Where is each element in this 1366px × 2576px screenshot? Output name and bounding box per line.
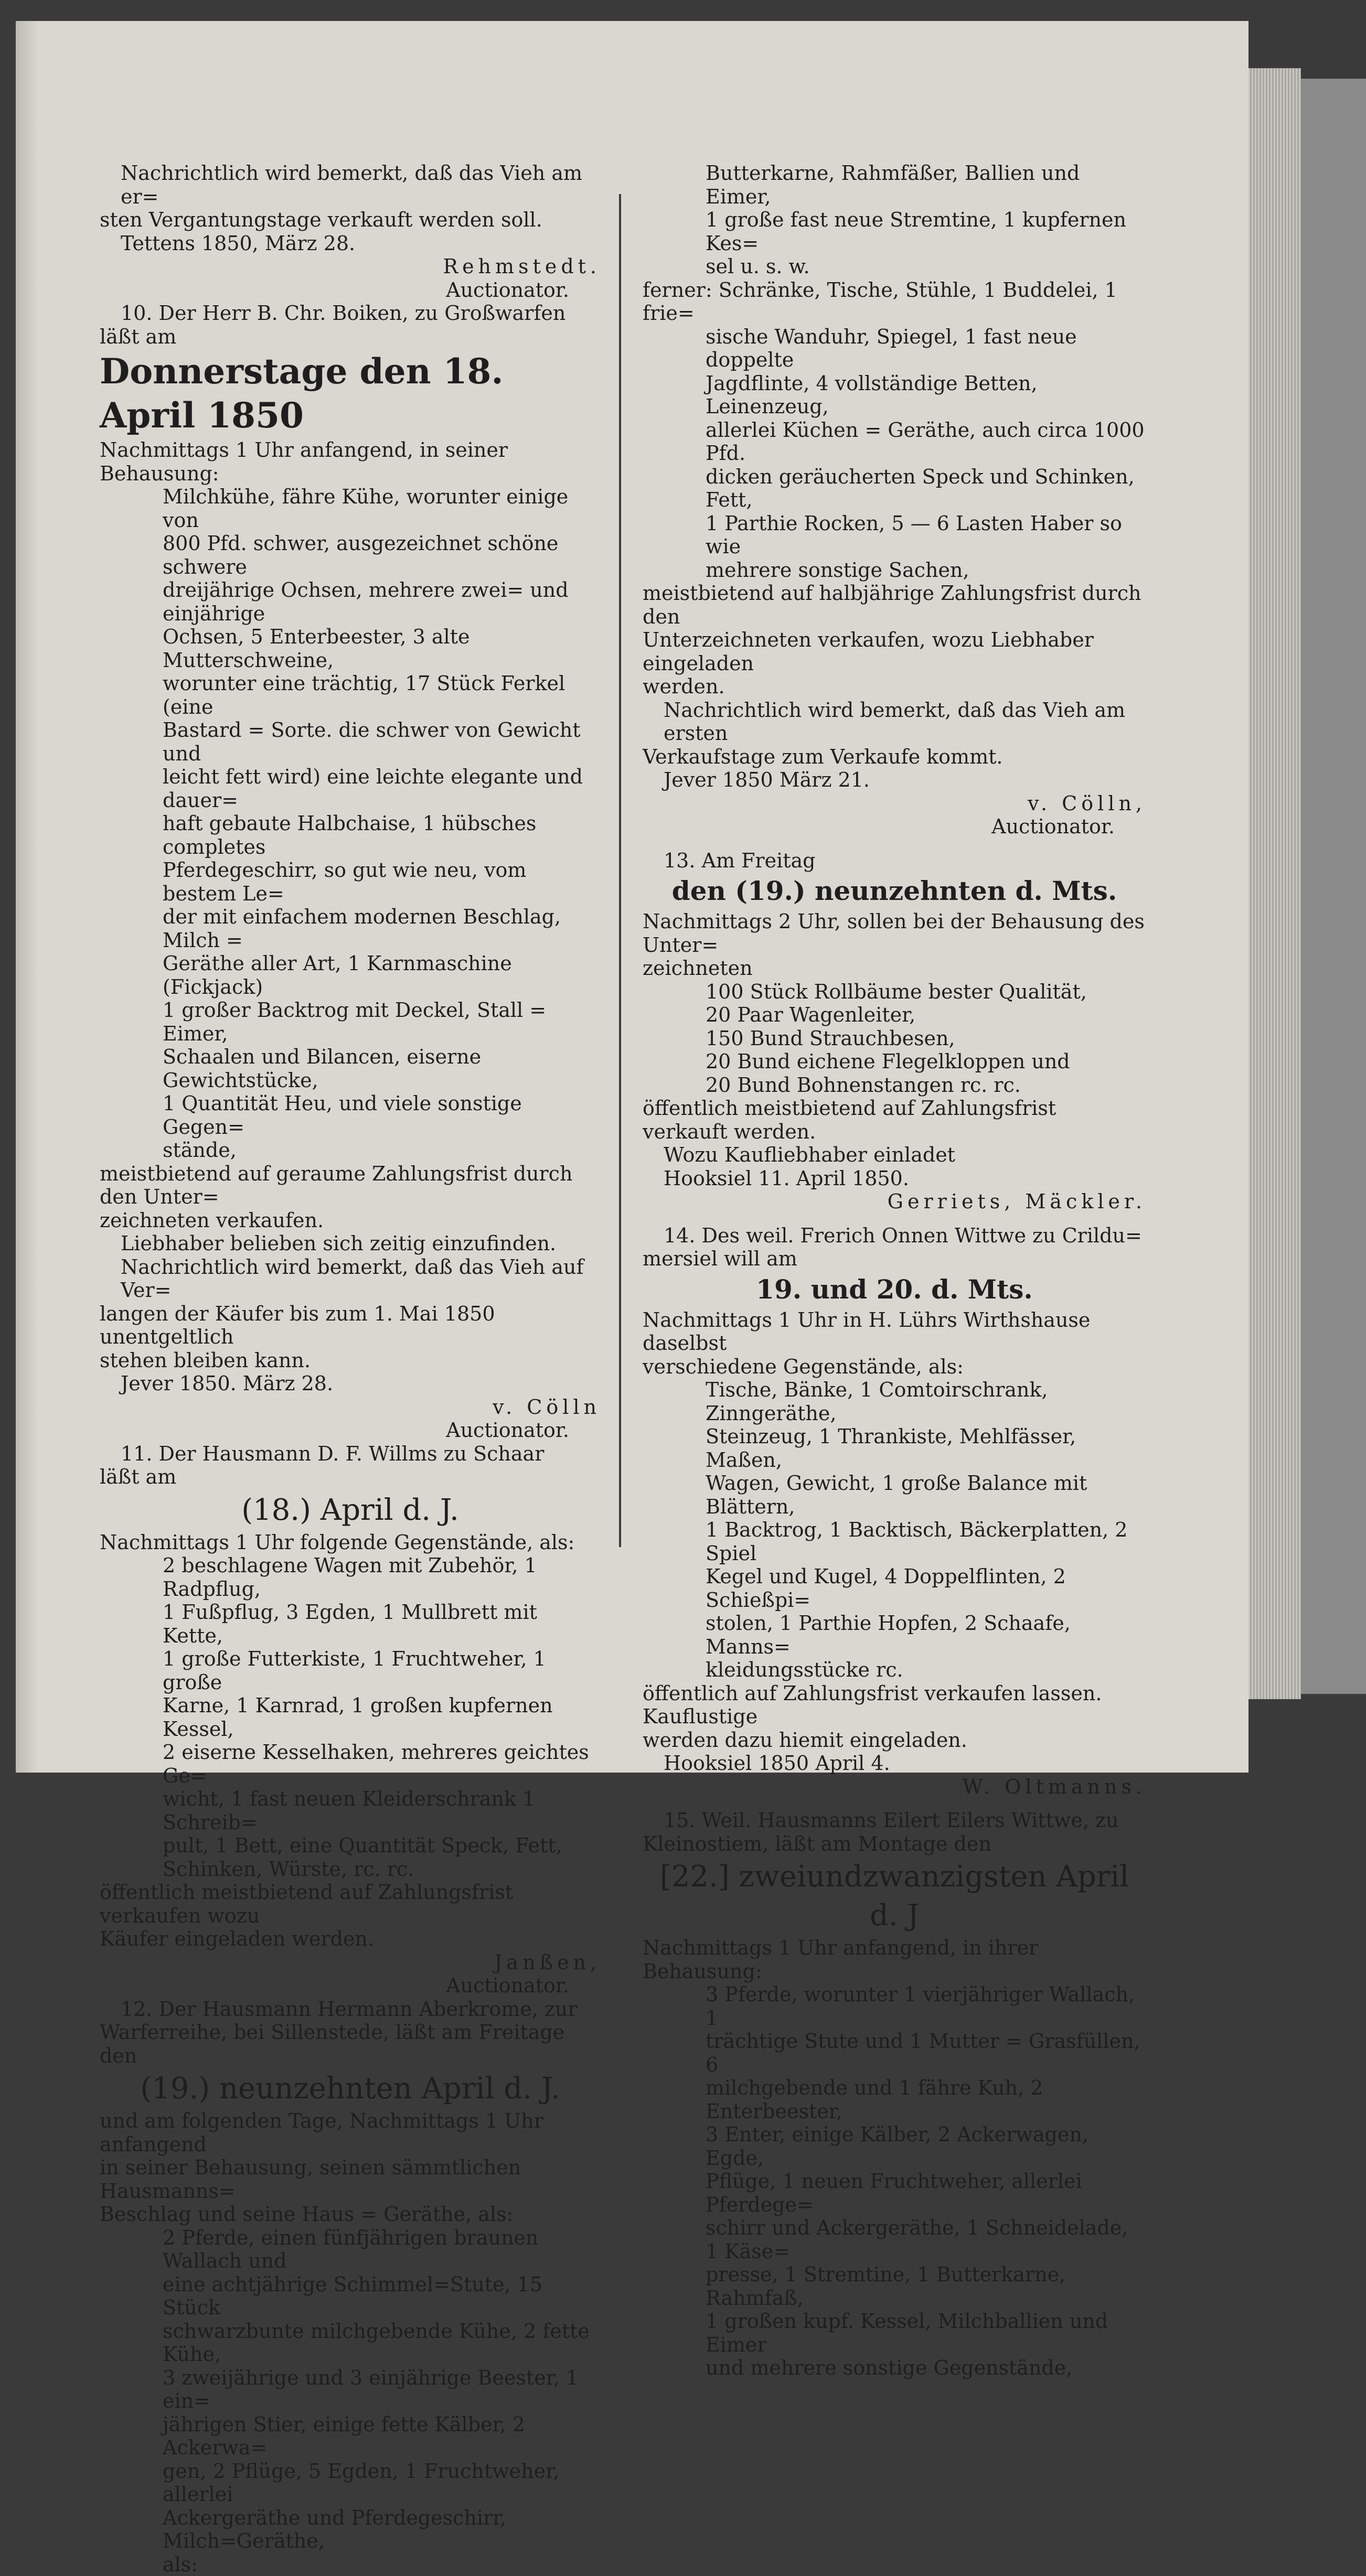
signature-role: Auctionator. <box>100 1974 601 1998</box>
item-line: 150 Bund Strauchbesen, <box>643 1027 1146 1050</box>
text-line: öffentlich meistbietend auf Zahlungsfrist verkauft werden. <box>643 1097 1146 1143</box>
item-line: Geräthe aller Art, 1 Karnmaschine (Fickjack) <box>100 952 601 999</box>
item-line: stolen, 1 Parthie Hopfen, 2 Schaafe, Manns= <box>643 1612 1146 1658</box>
notice-subline: Nachmittags 1 Uhr in H. Lührs Wirthshause daselbst <box>643 1308 1146 1355</box>
item-line: Pflüge, 1 neuen Fruchtweher, allerlei Pferdege= <box>643 2170 1146 2216</box>
item-line: dicken geräucherten Speck und Schinken, Fett, <box>643 465 1146 512</box>
text-line: Nachrichtlich wird bemerkt, daß das Vieh am ersten <box>643 699 1146 745</box>
signature: Rehmstedt. <box>100 255 601 278</box>
signature: Janßen, <box>100 1951 601 1974</box>
item-line: Schaalen und Bilancen, eiserne Gewichtstücke, <box>100 1045 601 1092</box>
text-line: Tettens 1850, März 28. <box>100 232 601 255</box>
notice-headline: den (19.) neunzehnten d. Mts. <box>643 873 1146 909</box>
notice-lead: Kleinostiem, läßt am Montage den <box>643 1832 1146 1856</box>
item-line: 20 Bund Bohnenstangen rc. rc. <box>643 1074 1146 1097</box>
item-line: 2 eiserne Kesselhaken, mehreres geichtes Ge= <box>100 1741 601 1787</box>
item-line: allerlei Küchen = Geräthe, auch circa 1000 Pfd. <box>643 418 1146 465</box>
text-line: öffentlich meistbietend auf Zahlungsfrist verkaufen wozu <box>100 1881 601 1927</box>
notice-lead: 13. Am Freitag <box>643 849 1146 873</box>
place-date: Jever 1850 März 21. <box>643 768 1146 792</box>
text-line: Nachrichtlich wird bemerkt, daß das Vieh auf Ver= <box>100 1255 601 1302</box>
page-gutter <box>16 21 38 1773</box>
notice-lead: Warferreihe, bei Sillenstede, läßt am Freitage den <box>100 2021 601 2067</box>
item-line: milchgebende und 1 fähre Kuh, 2 Enterbeester, <box>643 2076 1146 2123</box>
item-line: wicht, 1 fast neuen Kleiderschrank 1 Schreib= <box>100 1787 601 1834</box>
notice-subline: Nachmittags 2 Uhr, sollen bei der Behausung des Unter= <box>643 910 1146 957</box>
text-line: Verkaufstage zum Verkaufe kommt. <box>643 745 1146 769</box>
item-line: jährigen Stier, einige fette Kälber, 2 Ackerwa= <box>100 2413 601 2460</box>
item-line: 1 großer Backtrog mit Deckel, Stall = Eimer, <box>100 999 601 1045</box>
notice-subline: Nachmittags 1 Uhr anfangend, in seiner Behausung: <box>100 438 601 485</box>
text-line: stehen bleiben kann. <box>100 1349 601 1372</box>
item-line: trächtige Stute und 1 Mutter = Grasfüllen, 6 <box>643 2030 1146 2076</box>
text-line: Wozu Kaufliebhaber einladet <box>643 1143 1146 1167</box>
item-line: sel u. s. w. <box>643 255 1146 278</box>
item-line: schwarzbunte milchgebende Kühe, 2 fette Kühe, <box>100 2320 601 2366</box>
item-line: gen, 2 Pflüge, 5 Egden, 1 Fruchtweher, allerlei <box>100 2460 601 2506</box>
item-line: 100 Stück Rollbäume bester Qualität, <box>643 980 1146 1004</box>
item-line: kleidungsstücke rc. <box>643 1658 1146 1682</box>
notice-lead: läßt am <box>100 325 601 349</box>
text-line: Käufer eingeladen werden. <box>100 1927 601 1951</box>
item-line: 1 großen kupf. Kessel, Milchballien und Eimer <box>643 2310 1146 2356</box>
item-line: sische Wanduhr, Spiegel, 1 fast neue doppelte <box>643 325 1146 372</box>
notice-subline: Beschlag und seine Haus = Geräthe, als: <box>100 2203 601 2226</box>
item-line: 1 große fast neue Stremtine, 1 kupfernen Kes= <box>643 208 1146 255</box>
item-line: Butterkarne, Rahmfäßer, Ballien und Eimer, <box>643 162 1146 208</box>
item-line: 2 Pferde, einen fünfjährigen braunen Wallach und <box>100 2226 601 2273</box>
text-line: sten Vergantungstage verkauft werden soll. <box>100 208 601 232</box>
item-line: ferner: Schränke, Tische, Stühle, 1 Buddelei, 1 frie= <box>643 278 1146 325</box>
item-line: als: <box>100 2553 601 2576</box>
item-line: 3 Pferde, worunter 1 vierjähriger Wallach, 1 <box>643 1983 1146 2030</box>
item-line: Schinken, Würste, rc. rc. <box>100 1858 601 1881</box>
page-edges <box>1248 68 1301 1699</box>
item-line: Jagdflinte, 4 vollständige Betten, Leinenzeug, <box>643 372 1146 418</box>
item-line: Bastard = Sorte. die schwer von Gewicht und <box>100 718 601 765</box>
text-line: öffentlich auf Zahlungsfrist verkaufen lassen. Kauflustige <box>643 1682 1146 1729</box>
notice-subline: verschiedene Gegenstände, als: <box>643 1355 1146 1379</box>
item-line: Milchkühe, fähre Kühe, worunter einige von <box>100 485 601 532</box>
notice-headline: [22.] zweiundzwanzigsten April d. J <box>643 1858 1146 1935</box>
text-line: werden dazu hiemit eingeladen. <box>643 1729 1146 1752</box>
notice-subline: zeichneten <box>643 957 1146 980</box>
item-line: schirr und Ackergeräthe, 1 Schneidelade, 1 Käse= <box>643 2216 1146 2263</box>
notice-subline: und am folgenden Tage, Nachmittags 1 Uhr anfangend <box>100 2109 601 2156</box>
signature-role: Auctionator. <box>643 815 1146 839</box>
right-column <box>643 162 1146 2380</box>
place-date: Hooksiel 11. April 1850. <box>643 1167 1146 1190</box>
notice-subline: Nachmittags 1 Uhr anfangend, in ihrer Behausung: <box>643 1936 1146 1983</box>
text-line: zeichneten verkaufen. <box>100 1209 601 1232</box>
item-line: Pferdegeschirr, so gut wie neu, vom bestem Le= <box>100 858 601 905</box>
notice-lead: 11. Der Hausmann D. F. Willms zu Schaar <box>100 1442 601 1466</box>
item-line: pult, 1 Bett, eine Quantität Speck, Fett, <box>100 1834 601 1858</box>
item-line: 3 Enter, einige Kälber, 2 Ackerwagen, Egde, <box>643 2123 1146 2170</box>
place-date: Jever 1850. März 28. <box>100 1372 601 1396</box>
item-line: 1 Backtrog, 1 Backtisch, Bäckerplatten, 2 Spiel <box>643 1518 1146 1565</box>
signature: v. Cölln <box>100 1396 601 1419</box>
notice-lead: 12. Der Hausmann Hermann Aberkrome, zur <box>100 1998 601 2021</box>
left-column <box>100 162 601 2576</box>
column-rule <box>619 194 621 1547</box>
item-line: dreijährige Ochsen, mehrere zwei= und einjährige <box>100 578 601 625</box>
item-line: Ackergeräthe und Pferdegeschirr, Milch=Geräthe, <box>100 2506 601 2553</box>
text-line: Liebhaber belieben sich zeitig einzufinden. <box>100 1232 601 1255</box>
item-line: 1 Fußpflug, 3 Egden, 1 Mullbrett mit Kette, <box>100 1601 601 1647</box>
notice-headline: (18.) April d. J. <box>100 1491 601 1530</box>
notice-lead: mersiel will am <box>643 1247 1146 1271</box>
item-line: 1 große Futterkiste, 1 Fruchtweher, 1 große <box>100 1647 601 1694</box>
item-line: 3 zweijährige und 3 einjährige Beester, 1 ein= <box>100 2366 601 2413</box>
notice-headline: (19.) neunzehnten April d. J. <box>100 2069 601 2108</box>
item-line: presse, 1 Stremtine, 1 Butterkarne, Rahmfaß, <box>643 2263 1146 2310</box>
notice-lead: 15. Weil. Hausmanns Eilert Eilers Wittwe, zu <box>643 1809 1146 1832</box>
book-cover <box>1301 79 1366 1694</box>
notice-headline: Donnerstage den 18. April 1850 <box>100 349 601 437</box>
text-line: werden. <box>643 675 1146 699</box>
item-line: eine achtjährige Schimmel=Stute, 15 Stück <box>100 2273 601 2320</box>
text-line: meistbietend auf geraume Zahlungsfrist durch den Unter= <box>100 1162 601 1209</box>
text-line: meistbietend auf halbjährige Zahlungsfrist durch den <box>643 582 1146 628</box>
item-line: 20 Paar Wagenleiter, <box>643 1003 1146 1027</box>
text-line: langen der Käufer bis zum 1. Mai 1850 unentgeltlich <box>100 1302 601 1349</box>
item-line: 1 Quantität Heu, und viele sonstige Gegen= <box>100 1092 601 1139</box>
notice-headline: 19. und 20. d. Mts. <box>643 1272 1146 1307</box>
notice-lead: 10. Der Herr B. Chr. Boiken, zu Großwarfen <box>100 302 601 325</box>
item-line: worunter eine trächtig, 17 Stück Ferkel (eine <box>100 672 601 718</box>
item-line: haft gebaute Halbchaise, 1 hübsches completes <box>100 812 601 858</box>
item-line: Tische, Bänke, 1 Comtoirschrank, Zinngeräthe, <box>643 1378 1146 1425</box>
notice-lead: läßt am <box>100 1465 601 1489</box>
text-line: Nachrichtlich wird bemerkt, daß das Vieh am er= <box>100 162 601 208</box>
item-line: 1 Parthie Rocken, 5 — 6 Lasten Haber so wie <box>643 512 1146 559</box>
item-line: Karne, 1 Karnrad, 1 großen kupfernen Kessel, <box>100 1694 601 1741</box>
item-line: Ochsen, 5 Enterbeester, 3 alte Mutterschweine, <box>100 625 601 672</box>
notice-subline: in seiner Behausung, seinen sämmtlichen Hausmanns= <box>100 2156 601 2203</box>
notice-lead: 14. Des weil. Frerich Onnen Wittwe zu Crildu= <box>643 1224 1146 1248</box>
item-line: leicht fett wird) eine leichte elegante und dauer= <box>100 765 601 812</box>
item-line: Steinzeug, 1 Thrankiste, Mehlfässer, Maßen, <box>643 1425 1146 1472</box>
signature: v. Cölln, <box>643 792 1146 815</box>
item-line: 20 Bund eichene Flegelkloppen und <box>643 1050 1146 1074</box>
signature: Gerriets, Mäckler. <box>643 1190 1146 1214</box>
place-date: Hooksiel 1850 April 4. <box>643 1752 1146 1775</box>
signature: W. Oltmanns. <box>643 1775 1146 1799</box>
item-line: und mehrere sonstige Gegenstände, <box>643 2356 1146 2380</box>
signature-role: Auctionator. <box>100 278 601 302</box>
item-line: Kegel und Kugel, 4 Doppelflinten, 2 Schießpi= <box>643 1565 1146 1612</box>
item-line: 800 Pfd. schwer, ausgezeichnet schöne schwere <box>100 532 601 578</box>
item-line: 2 beschlagene Wagen mit Zubehör, 1 Radpflug, <box>100 1554 601 1601</box>
notice-subline: Nachmittags 1 Uhr folgende Gegenstände, als: <box>100 1531 601 1554</box>
signature-role: Auctionator. <box>100 1419 601 1442</box>
item-line: Wagen, Gewicht, 1 große Balance mit Blättern, <box>643 1472 1146 1518</box>
text-line: Unterzeichneten verkaufen, wozu Liebhaber eingeladen <box>643 628 1146 675</box>
item-line: der mit einfachem modernen Beschlag, Milch = <box>100 905 601 952</box>
item-line: stände, <box>100 1139 601 1162</box>
item-line: mehrere sonstige Sachen, <box>643 559 1146 582</box>
